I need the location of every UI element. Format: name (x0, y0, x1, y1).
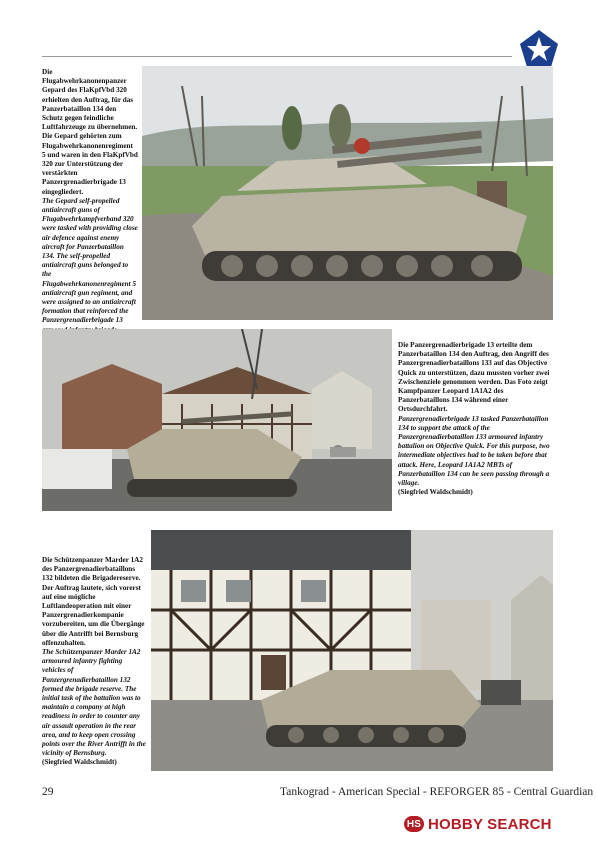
gepard-caption-english: The Gepard self-propelled antiaircraft guns of Flugabwehrkampfverband 320 were tasked with providing close air defence against enemy aircraft for Panzerbataillon 134. The self-propelled antiaircraft guns belonged to the Flugabwehrkanonenregiment 5 antiaircraft gun regiment, and were assigned to an antiaircraft formation that reinforced the Panzergrenadierbrigade 13 (42, 196, 138, 325)
gepard-caption (42, 68, 138, 344)
marder-photo-credit: (Siegfried Waldschmidt) (42, 758, 117, 767)
leopard-caption (398, 341, 554, 497)
marder-caption (42, 556, 146, 768)
leopard-photo-credit: (Siegfried Waldschmidt) (398, 488, 473, 497)
gepard-tank-photo (142, 66, 553, 320)
page-number: 29 (42, 786, 54, 798)
watermark-search: SEARCH (487, 815, 552, 833)
leopard-caption-english: Panzergrenadierbrigade 13 tasked Panzerbataillon 134 to support the attack of the Panzergrenadierbataillon 133 armoured infantry battalion on Objective Quick. For this purpose, two intermediate objectives had to be taken before that attack. Here, Leopard 1A1A2 MBTs of Panzerbataillon 134 can be seen passing through a village. (398, 414, 550, 488)
leopard-tank-photo (42, 329, 392, 511)
star-pentagon-emblem-icon (518, 28, 560, 70)
header-rule (42, 56, 512, 57)
marder-caption-german: Die Schützenpanzer Marder 1A2 des Panzergrenadierbataillons 132 bildeten die Brigadereserve. Der Auftrag lautete, sich vorerst auf eine mögliche Luftlandeoperation mit einer Panzergrenadierkompanie vorzubereiten, um die Übergänge über die Antrifft bei Bernsburg offenzuhalten. (42, 556, 145, 647)
watermark-brand: HOBBY (428, 815, 484, 833)
marder-ifv-photo (151, 530, 553, 771)
gepard-caption-german: Die Flugabwehrkanonenpanzer Gepard des FlaKpfVbd 320 erhielten den Auftrag, für das Panzerbataillon 134 den Schutz gegen feindliche Luftfahrzeuge zu übernehmen. Die Gepard gehörten zum Flugabwehrkanonenregiment 5 und waren in den FlaKpfVbd 320 zur Unterstützung der verstärkten Panzergrenadierbrigade 13 eingegliedert. (42, 68, 138, 196)
hobby-search-logo-icon: HS (404, 816, 424, 832)
book-title: Tankograd - American Special - REFORGER 85 - Central Guardian (280, 786, 594, 798)
leopard-caption-german: Die Panzergrenadierbrigade 13 erteilte dem Panzerbataillon 134 den Auftrag, den Angriff des Panzergrenadierbataillons 133 auf das Objective Quick zu unterstützen, dazu mussten vorher zwei Zwischenziele genommen werden. Das Foto zeigt Kampfpanzer Leopard 1A1A2 des Panzerbataillons 134 während einer Ortsdurchfahrt. (398, 341, 550, 414)
marder-caption-english: The Schützenpanzer Marder 1A2 armoured infantry fighting vehicles of Panzergrenadierbataillon 132 formed the brigade reserve. The initial task of the battalion was to maintain a company at high readiness in order to counter any air assault operation in the rear area, and to keep open crossing points over the River Antrifft in the vicinity of Bernsburg. (42, 648, 146, 758)
hobby-search-watermark (404, 812, 590, 836)
